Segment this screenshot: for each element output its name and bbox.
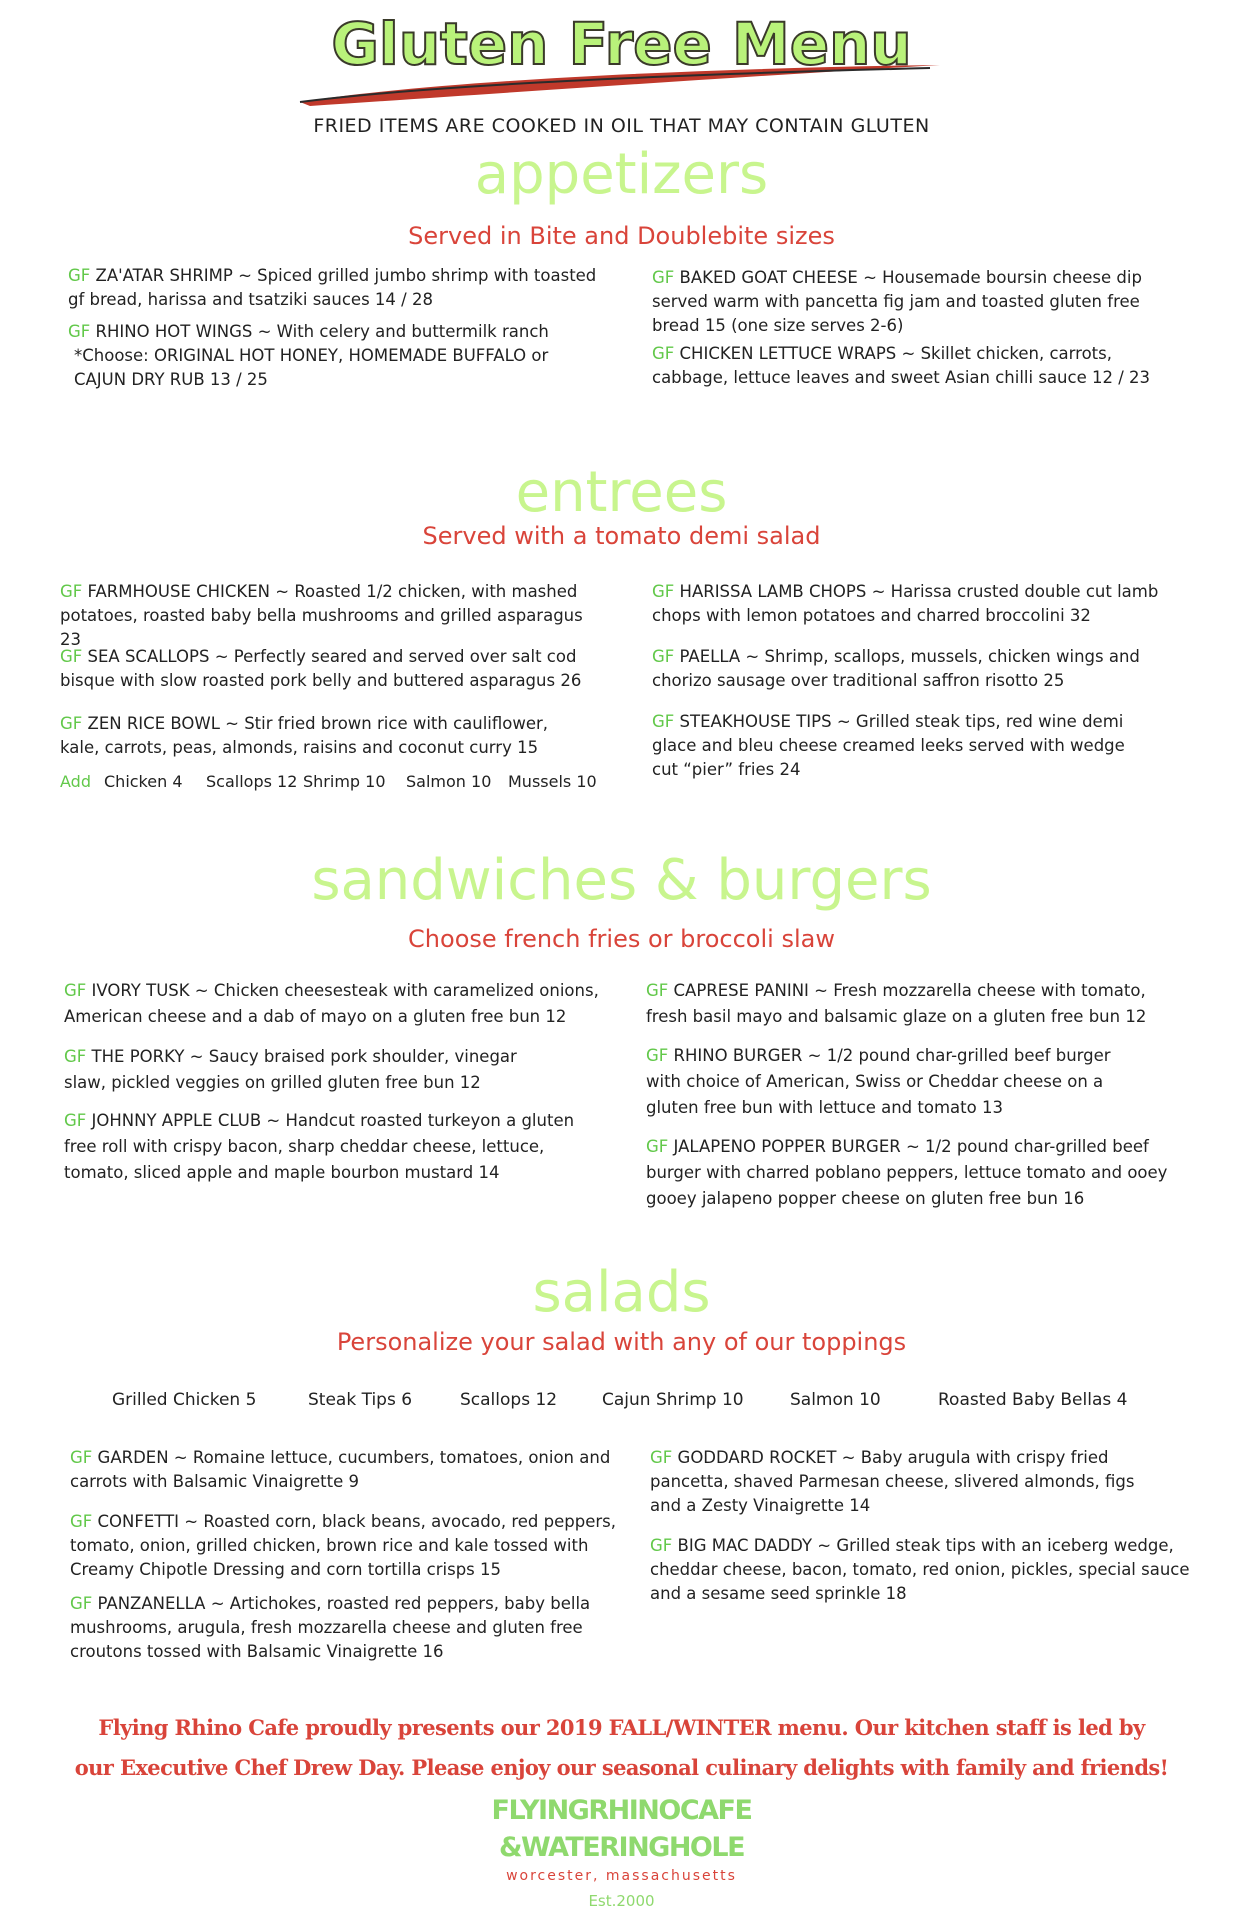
item-description: IVORY TUSK ~ Chicken cheesesteak with caramelized onions, American cheese and a dab of mayo on a gluten free bun 12: [64, 981, 599, 1026]
gf-tag: GF: [70, 1512, 93, 1531]
menu-item-options: [74, 344, 594, 392]
entrees-subtitle: Served with a tomato demi salad: [422, 522, 821, 550]
menu-item: [652, 580, 1172, 628]
menu-item: [646, 1043, 1136, 1121]
entree-addons: [60, 772, 620, 791]
footer-line-2: our Executive Chef Drew Day. Please enjoy our seasonal culinary delights with family and friends!: [74, 1755, 1169, 1780]
appetizers-subtitle: Served in Bite and Doublebite sizes: [408, 222, 835, 250]
gf-tag: GF: [646, 1137, 669, 1156]
salads-subtitle: Personalize your salad with any of our toppings: [336, 1328, 907, 1356]
menu-item: [652, 266, 1152, 338]
menu-item: [70, 1446, 630, 1494]
addons-label: Add: [60, 772, 91, 791]
item-description: *Choose: ORIGINAL HOT HONEY, HOMEMADE BUFFALO or CAJUN DRY RUB 13 / 25: [74, 346, 549, 389]
addon-item: Chicken 4: [104, 772, 183, 791]
item-description: HARISSA LAMB CHOPS ~ Harissa crusted double cut lamb chops with lemon potatoes and charred broccolini 32: [652, 582, 1159, 625]
addon-item: Mussels 10: [508, 772, 597, 791]
topping-item: Salmon 10: [790, 1390, 881, 1410]
logo-line-2: &WATERINGHOLE: [498, 1832, 745, 1863]
gf-tag: GF: [64, 1111, 87, 1130]
gf-tag: GF: [64, 1047, 87, 1066]
item-description: JALAPENO POPPER BURGER ~ 1/2 pound char-grilled beef burger with charred poblano peppers, lettuce tomato and ooey gooey jalapeno popper cheese on gluten free bun 16: [646, 1137, 1168, 1208]
menu-item: [652, 710, 1152, 782]
salads-heading: salads: [532, 1260, 711, 1325]
topping-item: Grilled Chicken 5: [112, 1390, 257, 1410]
menu-item: [650, 1534, 1190, 1606]
gf-tag: GF: [70, 1448, 93, 1467]
menu-item: [64, 978, 604, 1030]
topping-item: Scallops 12: [460, 1390, 558, 1410]
menu-item: [60, 645, 600, 693]
item-description: PAELLA ~ Shrimp, scallops, mussels, chicken wings and chorizo sausage over traditional saffron risotto 25: [652, 647, 1140, 690]
item-description: FARMHOUSE CHICKEN ~ Roasted 1/2 chicken, with mashed potatoes, roasted baby bella mushrooms and grilled asparagus 23: [60, 582, 583, 649]
topping-item: Roasted Baby Bellas 4: [938, 1390, 1128, 1410]
item-description: RHINO BURGER ~ 1/2 pound char-grilled beef burger with choice of American, Swiss or Cheddar cheese on a gluten free bun with lettuce and tomato 13: [646, 1046, 1111, 1117]
menu-item: [646, 978, 1166, 1030]
menu-item: [60, 580, 600, 652]
menu-title: Gluten Free Menu: [331, 10, 912, 78]
gf-tag: GF: [60, 714, 83, 733]
topping-item: Cajun Shrimp 10: [602, 1390, 744, 1410]
item-description: BIG MAC DADDY ~ Grilled steak tips with an iceberg wedge, cheddar cheese, bacon, tomato, red onion, pickles, special sauce and a sesame seed sprinkle 18: [650, 1536, 1190, 1603]
title-swoosh: [290, 60, 950, 110]
gf-tag: GF: [70, 1594, 93, 1613]
item-description: STEAKHOUSE TIPS ~ Grilled steak tips, red wine demi glace and bleu cheese creamed leeks served with wedge cut “pier” fries 24: [652, 712, 1125, 779]
menu-item: [68, 320, 608, 344]
item-description: THE PORKY ~ Saucy braised pork shoulder, vinegar slaw, pickled veggies on grilled gluten free bun 12: [64, 1047, 517, 1092]
gf-tag: GF: [650, 1448, 673, 1467]
sandwiches-heading: sandwiches & burgers: [311, 848, 932, 913]
menu-item: [646, 1134, 1186, 1212]
logo-established: Est.2000: [588, 1892, 655, 1910]
topping-item: Steak Tips 6: [308, 1390, 413, 1410]
menu-item: [70, 1510, 630, 1582]
footer-line-1: Flying Rhino Cafe proudly presents our 2019 FALL/WINTER menu. Our kitchen staff is led by: [98, 1715, 1145, 1740]
menu-item: [68, 264, 608, 312]
addon-item: Scallops 12: [206, 772, 298, 791]
gf-tag: GF: [68, 322, 91, 341]
entrees-heading: entrees: [515, 460, 728, 525]
menu-item: [652, 645, 1172, 693]
item-description: CONFETTI ~ Roasted corn, black beans, avocado, red peppers, tomato, onion, grilled chicken, brown rice and kale tossed with Creamy Chipotle Dressing and corn tortilla crisps 15: [70, 1512, 616, 1579]
appetizers-heading: appetizers: [474, 142, 769, 207]
menu-item: [64, 1044, 564, 1096]
gf-tag: GF: [652, 712, 675, 731]
item-description: ZEN RICE BOWL ~ Stir fried brown rice with cauliflower, kale, carrots, peas, almonds, raisins and coconut curry 15: [60, 714, 549, 757]
gf-tag: GF: [652, 647, 675, 666]
sandwiches-subtitle: Choose french fries or broccoli slaw: [408, 925, 835, 953]
addon-item: Shrimp 10: [303, 772, 386, 791]
fried-items-notice: FRIED ITEMS ARE COOKED IN OIL THAT MAY CONTAIN GLUTEN: [313, 115, 930, 137]
logo-line-1: FLYINGRHINOCAFE: [491, 1795, 752, 1826]
item-description: BAKED GOAT CHEESE ~ Housemade boursin cheese dip served warm with pancetta fig jam and toasted gluten free bread 15 (one size serves 2-6): [652, 268, 1142, 335]
logo-location: worcester, massachusetts: [506, 1868, 737, 1884]
item-description: ZA'ATAR SHRIMP ~ Spiced grilled jumbo shrimp with toasted gf bread, harissa and tsatziki sauces 14 / 28: [68, 266, 597, 309]
gf-tag: GF: [650, 1536, 673, 1555]
item-description: GODDARD ROCKET ~ Baby arugula with crispy fried pancetta, shaved Parmesan cheese, slivered almonds, figs and a Zesty Vinaigrette 14: [650, 1448, 1135, 1515]
gf-tag: GF: [60, 582, 83, 601]
menu-item: [650, 1446, 1160, 1518]
menu-item: [60, 712, 580, 760]
addon-item: Salmon 10: [406, 772, 492, 791]
gf-tag: GF: [652, 344, 675, 363]
item-description: RHINO HOT WINGS ~ With celery and buttermilk ranch: [95, 322, 549, 341]
item-description: CHICKEN LETTUCE WRAPS ~ Skillet chicken, carrots, cabbage, lettuce leaves and sweet Asian chilli sauce 12 / 23: [652, 344, 1151, 387]
menu-item: [652, 342, 1152, 390]
gf-tag: GF: [652, 268, 675, 287]
gf-tag: GF: [646, 1046, 669, 1065]
menu-item: [64, 1108, 604, 1186]
gf-tag: GF: [652, 582, 675, 601]
item-description: JOHNNY APPLE CLUB ~ Handcut roasted turkeyon a gluten free roll with crispy bacon, sharp cheddar cheese, lettuce, tomato, sliced apple and maple bourbon mustard 14: [64, 1111, 575, 1182]
gf-tag: GF: [646, 981, 669, 1000]
menu-item: [70, 1592, 600, 1664]
gf-tag: GF: [64, 981, 87, 1000]
item-description: GARDEN ~ Romaine lettuce, cucumbers, tomatoes, onion and carrots with Balsamic Vinaigrette 9: [70, 1448, 611, 1491]
gf-tag: GF: [60, 647, 83, 666]
item-description: SEA SCALLOPS ~ Perfectly seared and served over salt cod bisque with slow roasted pork belly and buttered asparagus 26: [60, 647, 582, 690]
item-description: PANZANELLA ~ Artichokes, roasted red peppers, baby bella mushrooms, arugula, fresh mozzarella cheese and gluten free croutons tossed with Balsamic Vinaigrette 16: [70, 1594, 591, 1661]
item-description: CAPRESE PANINI ~ Fresh mozzarella cheese with tomato, fresh basil mayo and balsamic glaze on a gluten free bun 12: [646, 981, 1147, 1026]
gf-tag: GF: [68, 266, 91, 285]
